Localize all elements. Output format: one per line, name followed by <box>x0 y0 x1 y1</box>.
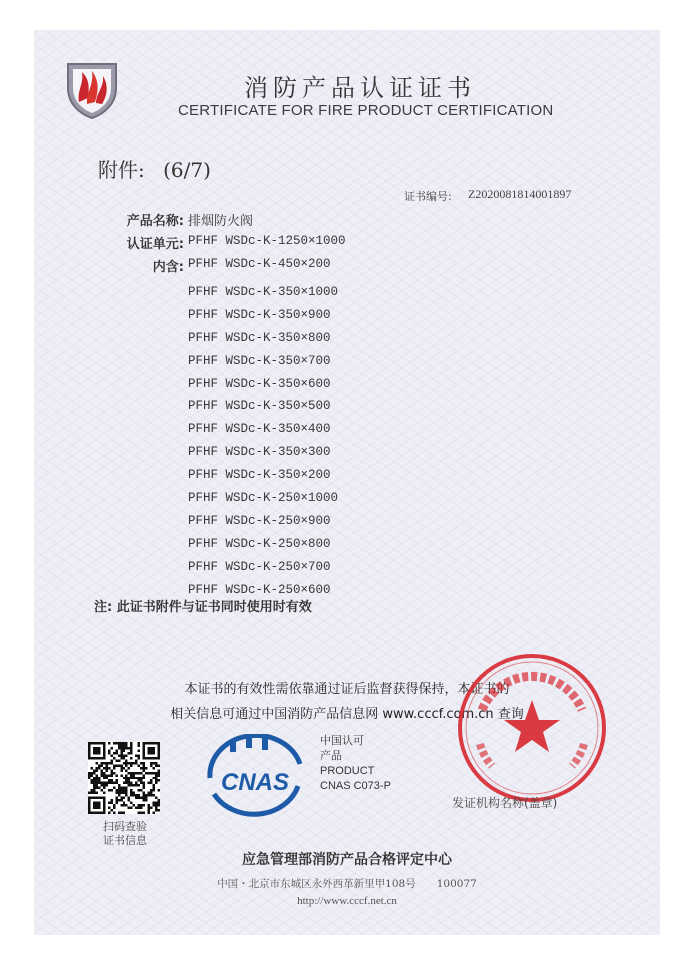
cert-unit-value: PFHF WSDc-K-1250×1000 <box>188 234 346 248</box>
included-model: PFHF WSDc-K-250×700 <box>188 559 331 574</box>
included-model: PFHF WSDc-K-350×400 <box>188 422 331 437</box>
svg-text:CNAS: CNAS <box>220 769 290 796</box>
qr-caption <box>82 820 168 848</box>
cnas-line3: PRODUCT <box>320 765 375 777</box>
included-model: PFHF WSDc-K-350×1000 <box>188 285 339 299</box>
attachment-label: 附件: <box>98 158 145 182</box>
included-model: PFHF WSDc-K-250×900 <box>188 513 331 528</box>
includes-label: 内含: <box>152 260 184 275</box>
cnas-line4: CNAS C073-P <box>320 780 391 792</box>
cnas-logo-icon <box>200 734 310 822</box>
included-model: PFHF WSDc-K-250×600 <box>188 582 331 597</box>
included-model: PFHF WSDc-K-350×700 <box>188 353 331 368</box>
included-model: PFHF WSDc-K-250×800 <box>188 536 331 551</box>
included-models-list <box>188 281 338 601</box>
included-model: PFHF WSDc-K-250×1000 <box>188 491 339 506</box>
fire-shield-logo-icon <box>64 58 120 120</box>
attachment-heading <box>98 154 211 183</box>
validity-statement-line2: 相关信息可通过中国消防产品信息网 www.cccf.com.cn 查询 <box>170 707 524 722</box>
certificate-number-value: Z2020081814001897 <box>468 187 572 201</box>
certificate-title-en: CERTIFICATE FOR FIRE PRODUCT CERTIFICATION <box>178 102 554 119</box>
cnas-line1: 中国认可 <box>320 735 364 747</box>
cert-unit-label: 认证单元: <box>126 237 184 252</box>
validity-statement-line1: 本证书的有效性需依靠通过证后监督获得保持，本证书的 <box>184 682 510 697</box>
included-model: PFHF WSDc-K-450×200 <box>188 257 331 271</box>
qr-caption-line2: 证书信息 <box>103 834 147 847</box>
included-model: PFHF WSDc-K-350×800 <box>188 330 331 345</box>
included-model: PFHF WSDc-K-350×500 <box>188 399 331 414</box>
issuing-center-website[interactable]: http://www.cccf.net.cn <box>297 895 397 907</box>
issuing-authority-label: 发证机构名称(盖章) <box>452 796 558 810</box>
verification-qr-code[interactable] <box>88 742 160 814</box>
cnas-line2: 产品 <box>320 750 342 762</box>
qr-caption-line1: 扫码查验 <box>103 820 147 833</box>
certificate-number-label: 证书编号: <box>404 190 452 203</box>
certificate-title-cn: 消防产品认证证书 <box>244 74 476 102</box>
cnas-accreditation-text <box>320 734 391 794</box>
included-model: PFHF WSDc-K-350×300 <box>188 445 331 460</box>
included-model: PFHF WSDc-K-350×200 <box>188 468 331 483</box>
attachment-page: (6/7) <box>163 158 211 182</box>
included-model: PFHF WSDc-K-350×600 <box>188 376 331 391</box>
product-name-label: 产品名称: <box>126 214 184 229</box>
issuing-center-address: 中国・北京市东城区永外西革新里甲108号 100077 <box>217 878 477 890</box>
attachment-note: 注: 此证书附件与证书同时使用时有效 <box>94 600 312 615</box>
included-model: PFHF WSDc-K-350×900 <box>188 307 331 322</box>
certificate-sheet <box>34 30 660 935</box>
product-name-value: 排烟防火阀 <box>188 214 254 229</box>
official-seal-stamp <box>452 648 612 808</box>
issuing-center-name: 应急管理部消防产品合格评定中心 <box>242 852 452 868</box>
